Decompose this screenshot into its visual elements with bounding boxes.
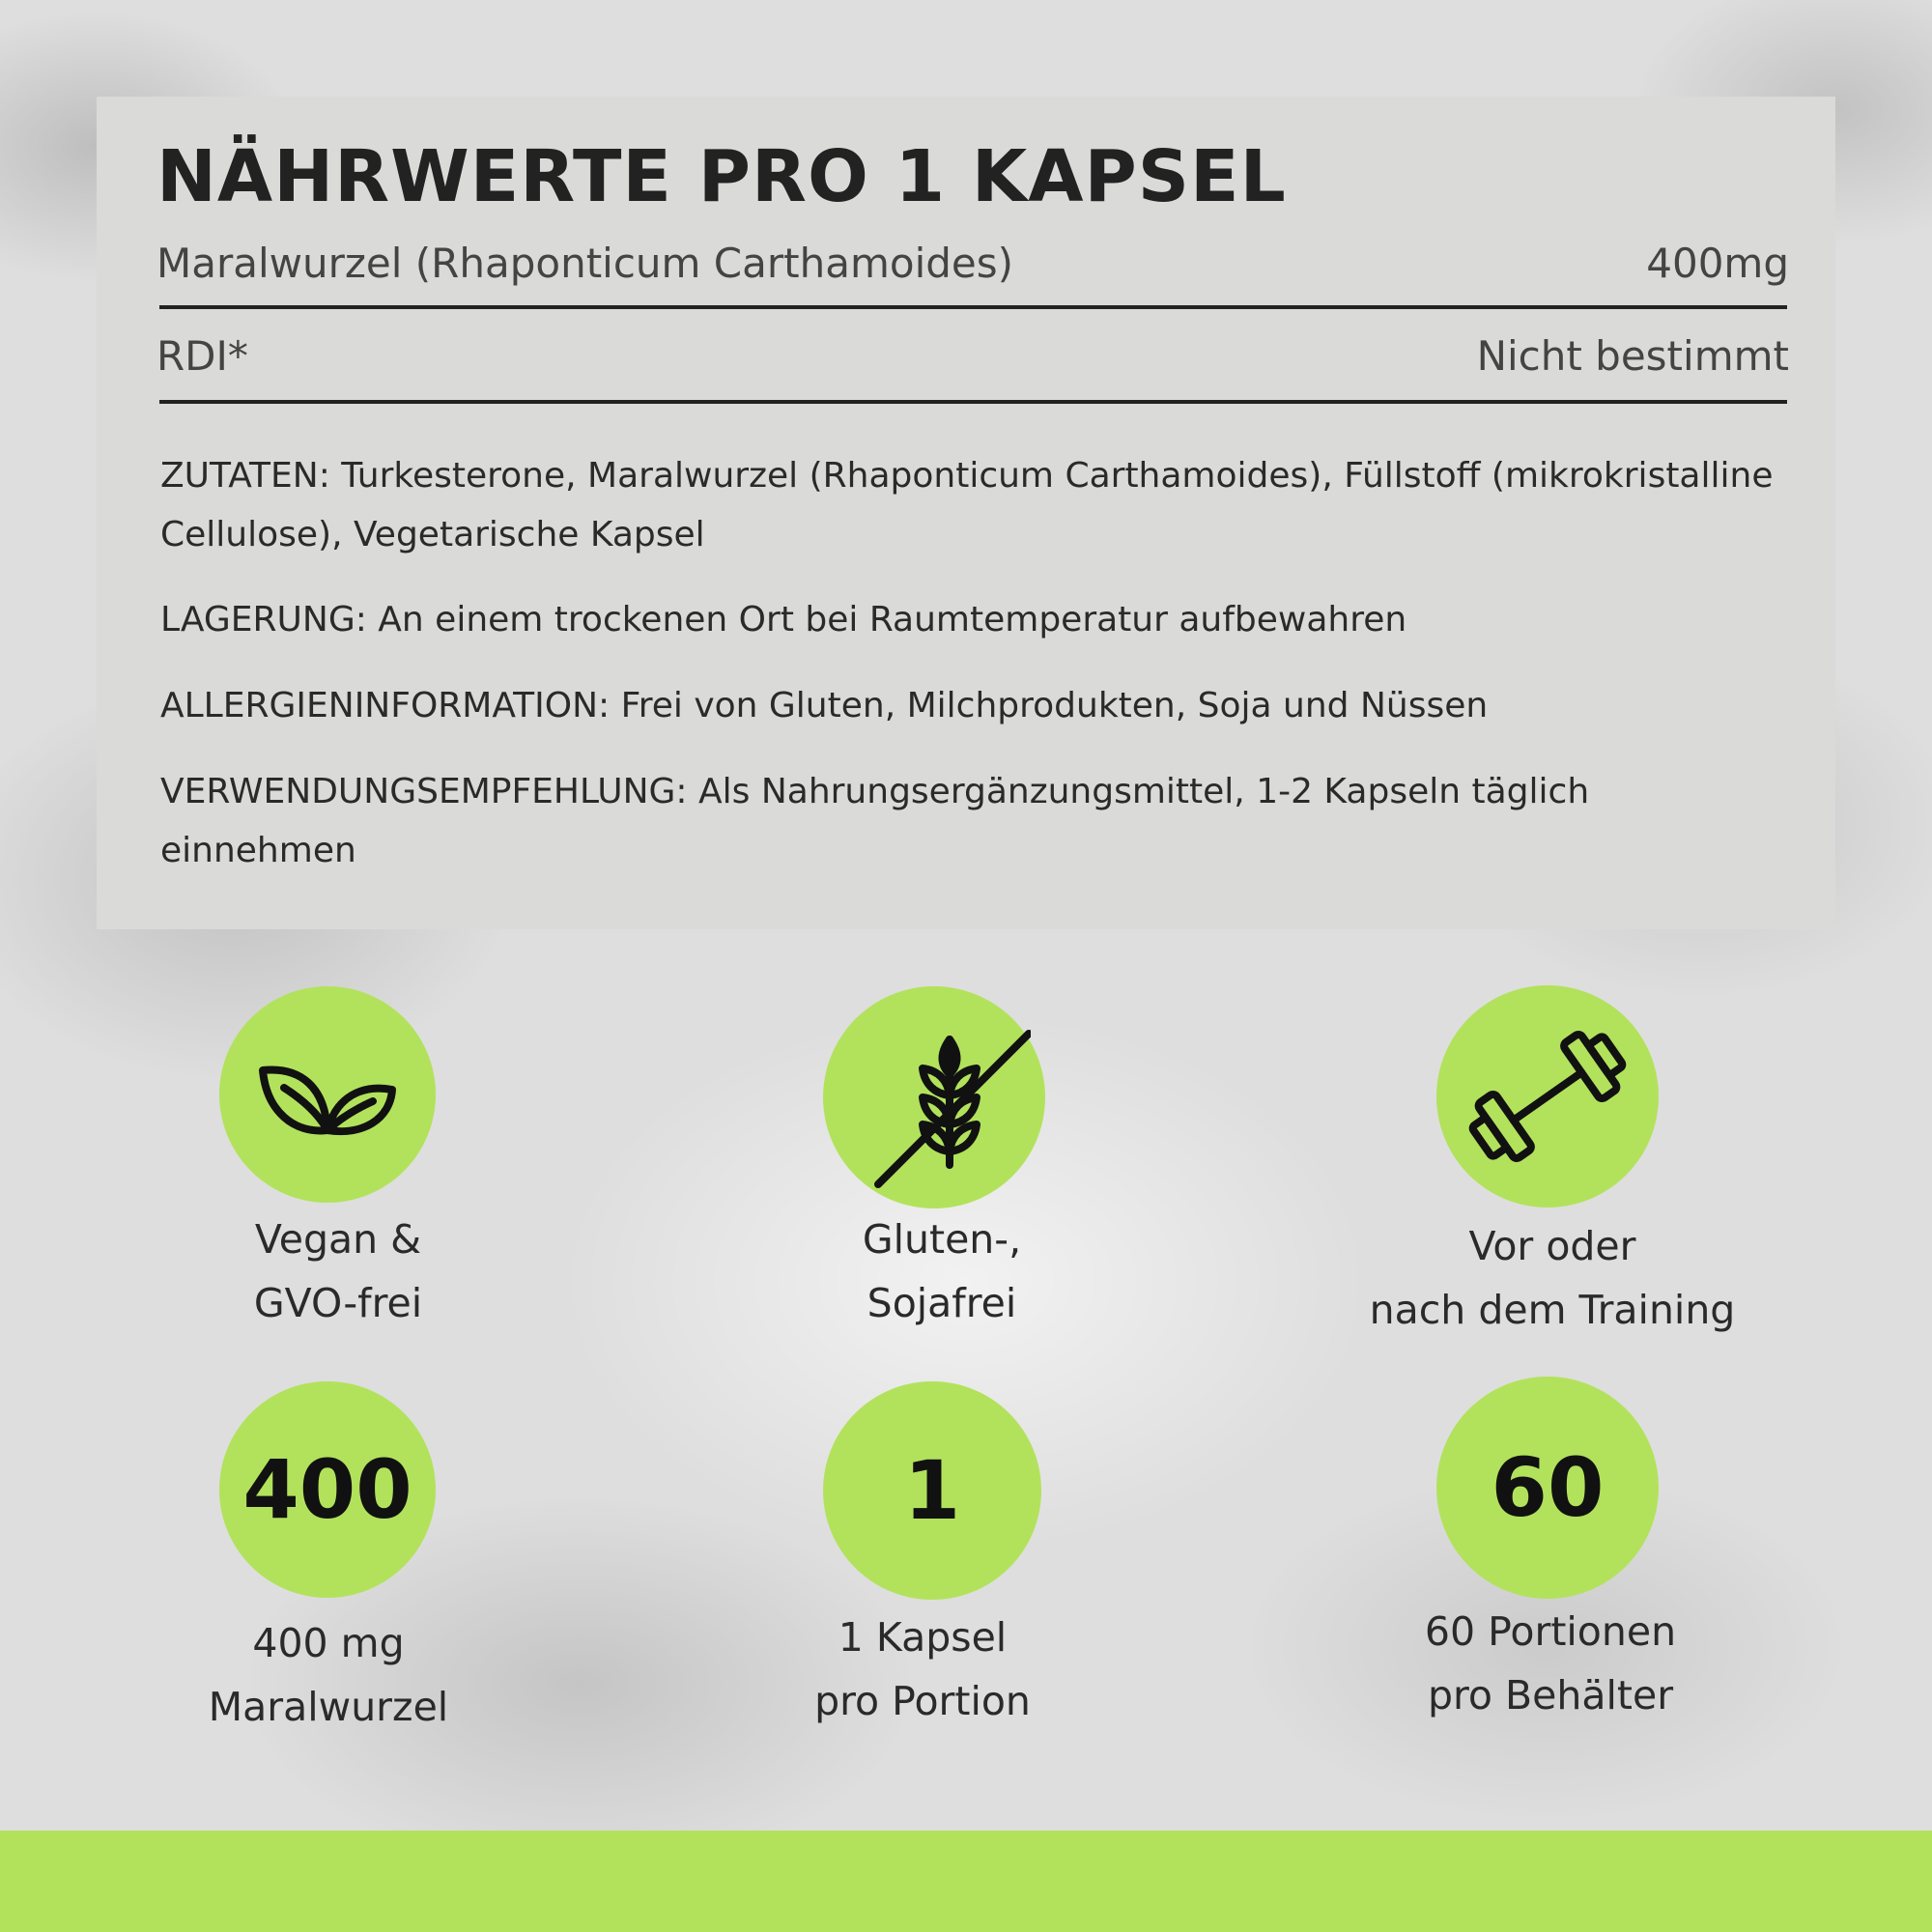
training-badge (1436, 985, 1659, 1208)
ingredient-amount: 400mg (1646, 240, 1789, 287)
caption-line: Sojafrei (867, 1280, 1017, 1326)
stat-number: 1 (903, 1443, 961, 1538)
gluten-free-badge (823, 986, 1045, 1208)
divider (159, 305, 1787, 309)
vegan-badge (219, 986, 436, 1203)
feature-caption-vegan (97, 1208, 580, 1335)
caption-line: Vor oder (1468, 1223, 1636, 1269)
stat-caption-capsule (681, 1605, 1164, 1733)
bottom-accent-bar (0, 1831, 1932, 1932)
leaf-icon (255, 1041, 400, 1148)
caption-line: GVO-frei (253, 1280, 423, 1326)
usage-text: VERWENDUNGSEMPFEHLUNG: Als Nahrungsergänzungsmittel, 1-2 Kapseln täglich einnehmen (160, 772, 1590, 870)
stat-badge-amount (219, 1381, 436, 1598)
caption-line: pro Portion (814, 1678, 1031, 1724)
stat-number: 60 (1491, 1440, 1605, 1535)
stat-badge-servings (1436, 1377, 1659, 1599)
feature-caption-gluten (700, 1208, 1183, 1335)
stat-number: 400 (242, 1442, 412, 1537)
rdi-label: RDI* (156, 332, 248, 380)
caption-line: 400 mg (252, 1620, 405, 1666)
ingredients-text: ZUTATEN: Turkesterone, Maralwurzel (Rhaponticum Carthamoides), Füllstoff (mikrokristalline Cellulose), Vegetarische Kapsel (160, 456, 1774, 554)
gluten-free-wheat-icon (838, 1001, 1031, 1194)
caption-line: Vegan & (254, 1216, 422, 1263)
caption-line: Gluten-, (862, 1216, 1022, 1263)
panel-title: NÄHRWERTE PRO 1 KAPSEL (156, 135, 1287, 218)
storage-text: LAGERUNG: An einem trockenen Ort bei Raumtemperatur aufbewahren (160, 600, 1407, 639)
caption-line: pro Behälter (1427, 1672, 1674, 1719)
stat-badge-capsule (823, 1381, 1041, 1600)
stat-caption-servings (1309, 1600, 1792, 1727)
feature-caption-training (1311, 1214, 1794, 1342)
nutrition-panel (97, 97, 1835, 929)
allergen-text: ALLERGIENINFORMATION: Frei von Gluten, Milchprodukten, Soja und Nüssen (160, 686, 1489, 725)
caption-line: Maralwurzel (208, 1684, 449, 1730)
ingredient-label: Maralwurzel (Rhaponticum Carthamoides) (156, 240, 1014, 287)
dumbbell-icon (1465, 1024, 1630, 1169)
caption-line: nach dem Training (1369, 1287, 1736, 1333)
rdi-value: Nicht bestimmt (1476, 332, 1789, 380)
divider (159, 400, 1787, 404)
stat-caption-amount (87, 1611, 570, 1739)
caption-line: 1 Kapsel (838, 1614, 1008, 1661)
caption-line: 60 Portionen (1424, 1608, 1677, 1655)
